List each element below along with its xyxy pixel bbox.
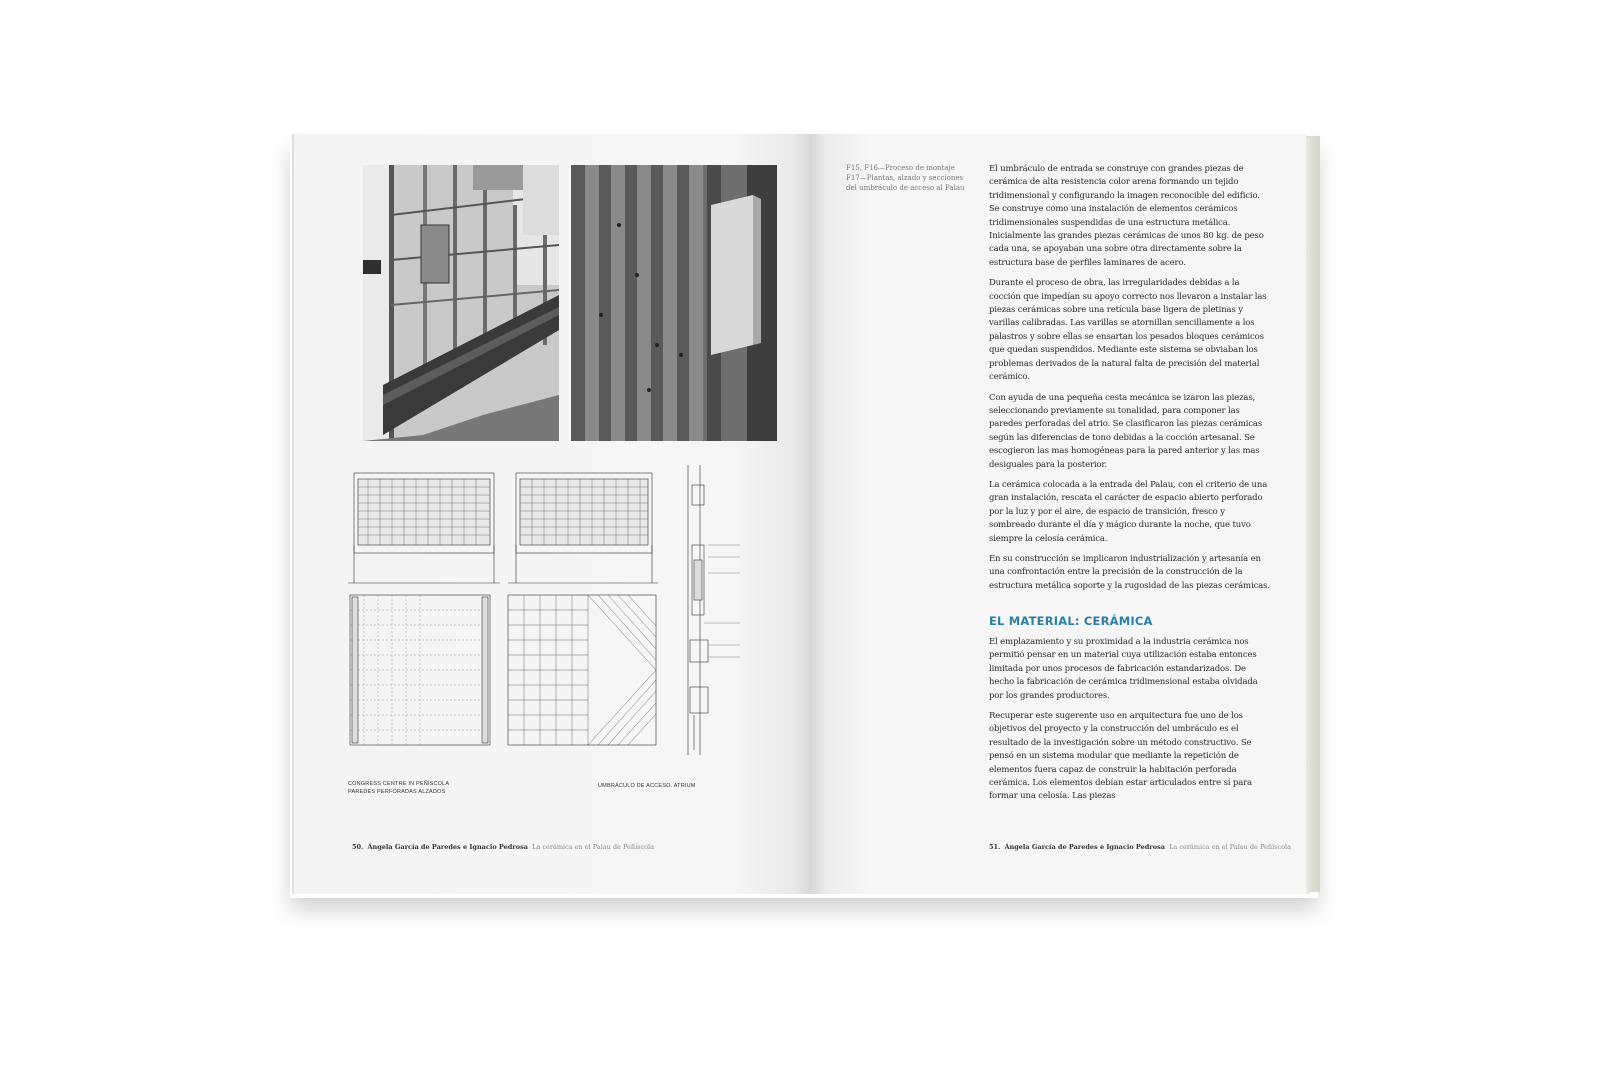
right-page-book-title: La cerámica en el Palau de Peñíscola [1169, 843, 1292, 851]
caption-line-2: F17—Plantas, alzado y secciones del umbráculo de acceso al Palau [846, 174, 965, 192]
figure-caption [846, 163, 966, 193]
caption-line-1: F15, F16—Proceso de montaje [846, 164, 955, 172]
construction-photo-ceramic-rods [571, 165, 777, 441]
left-page-authors: Ángela García de Paredes e Ignacio Pedrosa [367, 843, 528, 851]
right-page-number: 51. [989, 843, 1001, 851]
body-text-section [989, 636, 1271, 811]
right-page-authors: Ángela García de Paredes e Ignacio Pedrosa [1004, 843, 1165, 851]
drawing-label-congress-title: CONGRESS CENTRE IN PEÑÍSCOLA [348, 781, 450, 787]
construction-photo-steel-beam [363, 165, 559, 441]
paragraph: La cerámica colocada a la entrada del Palau, con el criterio de una gran instalación, rescata el carácter de espacio abierto perforado por la luz y por el aire, de espacio de transición, fresco y sombreado durante el día y mágico durante la noche, que tuvo siempre la celosía cerámica. [989, 479, 1268, 544]
architectural-drawings [348, 465, 790, 800]
section-heading: EL MATERIAL: CERÁMICA [989, 614, 1153, 628]
body-text-main [989, 163, 1271, 600]
paragraph: Durante el proceso de obra, las irregularidades debidas a la cocción que impedían su apoyo correcto nos llevaron a instalar las piezas cerámicas sobre una retícula base ligera de pletinas y varillas calibradas. Las varillas se atornillan sencillamente a los palastros y sobre ellas se ensartan los pesados bloques cerámicos que quedan suspendidos. Mediante este sistema se obviaban los problemas derivados de la natural falta de precisión del material cerámico. [989, 278, 1267, 383]
paragraph: Con ayuda de una pequeña cesta mecánica se izaron las piezas, seleccionando previamente su tonalidad, para componer las paredes perforadas del atrio. Se clasificaron las piezas cerámicas según las diferencias de tono debidas a la cocción artesanal. Se escogieron las mas homogéneas para la pared anterior y las mas desiguales para la posterior. [989, 392, 1263, 470]
paragraph: El umbráculo de entrada se construye con grandes piezas de cerámica de alta resistencia color arena formando un tejido tridimensional y configurando la imagen reconocible del edificio. Se construye como una instalación de elementos cerámicos tridimensionales suspendidas de una estructura metálica. Inicialmente las grandes piezas cerámicas de unos 80 kg. de peso cada una, se apoyaban una sobre otra directamente sobre la estructura base de perfiles laminares de acero. [989, 164, 1264, 268]
left-page-footer [352, 843, 654, 851]
paragraph: Recuperar este sugerente uso en arquitectura fue uno de los objetivos del proyecto y la construcción del umbráculo es el resultado de la investigación sobre un método constructivo. Se pensó en un sistema modular que mediante la repetición de elementos fuera capaz de construir la habitación perforada cerámica. Los elementos debían estar articulados entre sí para formar una celosía. Las piezas [989, 711, 1252, 802]
paragraph: El emplazamiento y su proximidad a la industria cerámica nos permitió pensar en un material cuya utilización estaba entonces limitada por unos procesos de fabricación estandarizados. De hecho la fabricación de cerámica tridimensional estaba olvidada por los grandes productores. [989, 637, 1258, 701]
left-page-book-title: La cerámica en el Palau de Peñíscola [532, 843, 655, 851]
right-page-footer [989, 843, 1291, 851]
drawing-label-umbraculo: UMBRÁCULO DE ACCESO. ATRIUM [598, 783, 696, 789]
paragraph: En su construcción se implicaron industrialización y artesanía en una confrontación entre la precisión de la construcción de la estructura metálica soporte y la rugosidad de las piezas cerámicas. [989, 553, 1270, 591]
left-page-number: 50. [352, 843, 364, 851]
drawing-label-congress-subtitle: PAREDES PERFORADAS ALZADOS [348, 789, 446, 795]
